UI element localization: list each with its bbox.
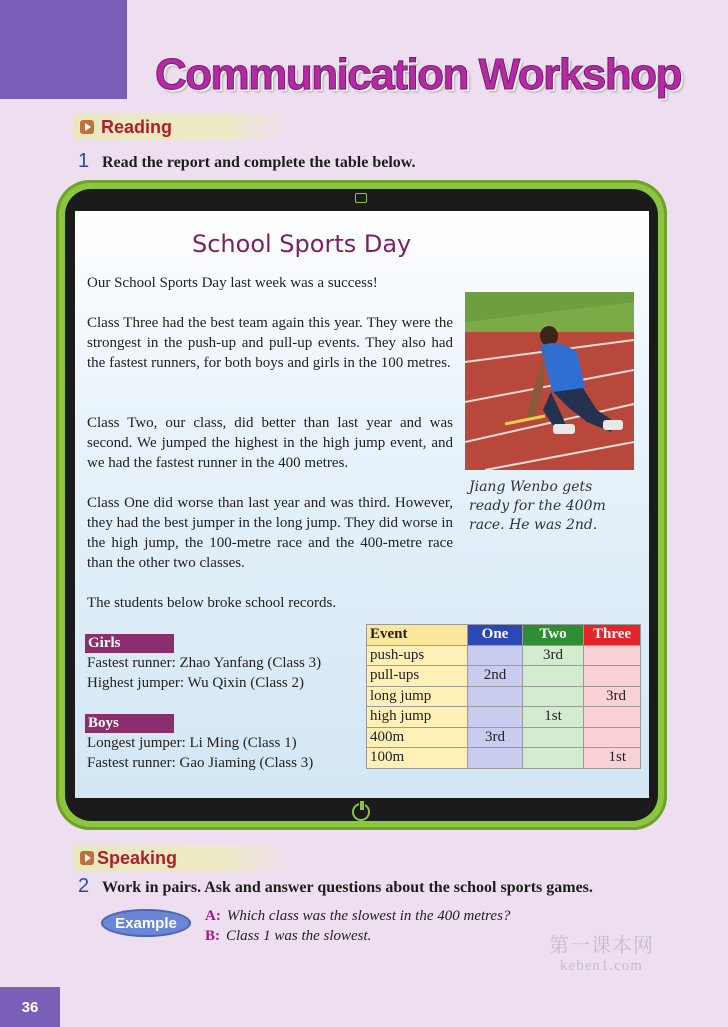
event-cell: 100m [367,748,468,769]
class-three-cell[interactable] [584,727,641,748]
class-three-cell[interactable]: 1st [584,748,641,769]
dialog-line-a [205,906,510,926]
class-two-cell[interactable]: 1st [523,707,584,728]
event-cell: 400m [367,727,468,748]
boys-record-2: Fastest runner: Gao Jiaming (Class 3) [87,755,314,771]
class-one-cell[interactable] [468,707,523,728]
header-class-three: Three [584,625,641,646]
class-two-cell[interactable] [523,686,584,707]
class-one-cell[interactable]: 3rd [468,727,523,748]
corner-color-block [0,0,127,99]
speaking-label: Speaking [97,847,178,868]
task-2-instruction [78,875,593,898]
girls-record-2: Highest jumper: Wu Qixin (Class 2) [87,675,305,691]
athlete-photo [465,292,634,470]
report-paragraph-3: Class Two, our class, did better than last year and was second. We jumped the highest in the high jump event, and we had the fastest runner in the 400 metres. [87,415,453,471]
event-cell: long jump [367,686,468,707]
example-badge: Example [101,909,191,937]
results-table [366,624,641,769]
class-one-cell[interactable] [468,748,523,769]
page-number: 36 [0,987,60,1027]
event-cell: push-ups [367,645,468,666]
class-two-cell[interactable]: 3rd [523,645,584,666]
dialog-line-b [205,926,371,946]
page-title: Communication Workshop [155,50,681,99]
task-1-number: 1 [78,150,90,172]
class-three-cell[interactable] [584,645,641,666]
class-one-cell[interactable] [468,645,523,666]
watermark-line-2: keben1.com [560,958,643,974]
report-paragraph-4: Class One did worse than last year and was third. However, they had the best jumper in the long jump. They did worse in the high jump, the 100-metre race and the 400-metre race than the other two classes. [87,495,453,571]
reading-section-tab [74,114,288,140]
boys-heading: Boys [85,714,174,733]
task-1-text: Read the report and complete the table below. [102,154,416,171]
class-one-cell[interactable]: 2nd [468,666,523,687]
boys-record-1: Longest jumper: Li Ming (Class 1) [87,735,297,751]
header-class-two: Two [523,625,584,646]
power-button-icon[interactable] [352,803,370,821]
class-three-cell[interactable] [584,707,641,728]
task-1-instruction [78,150,415,173]
watermark-line-1: 第一课本网 [549,933,654,957]
camera-icon [355,193,367,203]
speaker-b: B: [205,928,220,944]
table-row [367,727,641,748]
girls-record-1: Fastest runner: Zhao Yanfang (Class 3) [87,655,322,671]
girls-heading: Girls [85,634,174,653]
speaking-section-tab [74,845,288,871]
table-row [367,686,641,707]
reading-label: Reading [101,116,173,137]
speaker-a: A: [205,908,221,924]
class-one-cell[interactable] [468,686,523,707]
class-three-cell[interactable] [584,666,641,687]
table-header-row [367,625,641,646]
table-row [367,645,641,666]
report-title: School Sports Day [192,230,412,258]
class-two-cell[interactable] [523,727,584,748]
class-two-cell[interactable] [523,748,584,769]
dialog-a-text: Which class was the slowest in the 400 metres? [226,908,511,924]
class-two-cell[interactable] [523,666,584,687]
task-2-text: Work in pairs. Ask and answer questions about the school sports games. [102,879,593,896]
table-row [367,748,641,769]
event-cell: pull-ups [367,666,468,687]
report-paragraph-2: Class Three had the best team again this year. They were the strongest in the push-up and pull-up events. They also had the fastest runners, for both boys and girls in the 100 metres. [87,315,453,371]
report-paragraph-5: The students below broke school records. [87,595,337,611]
watermark [549,929,654,975]
table-row [367,666,641,687]
header-class-one: One [468,625,523,646]
header-event: Event [367,625,468,646]
play-arrow-icon [80,851,94,865]
running-track-image [465,292,634,470]
photo-caption: Jiang Wenbo gets ready for the 400m race. He was 2nd. [469,479,606,533]
play-arrow-icon [80,120,94,134]
event-cell: high jump [367,707,468,728]
table-row [367,707,641,728]
dialog-b-text: Class 1 was the slowest. [226,928,372,944]
task-2-number: 2 [78,875,90,897]
report-paragraph-1: Our School Sports Day last week was a success! [87,275,378,291]
class-three-cell[interactable]: 3rd [584,686,641,707]
